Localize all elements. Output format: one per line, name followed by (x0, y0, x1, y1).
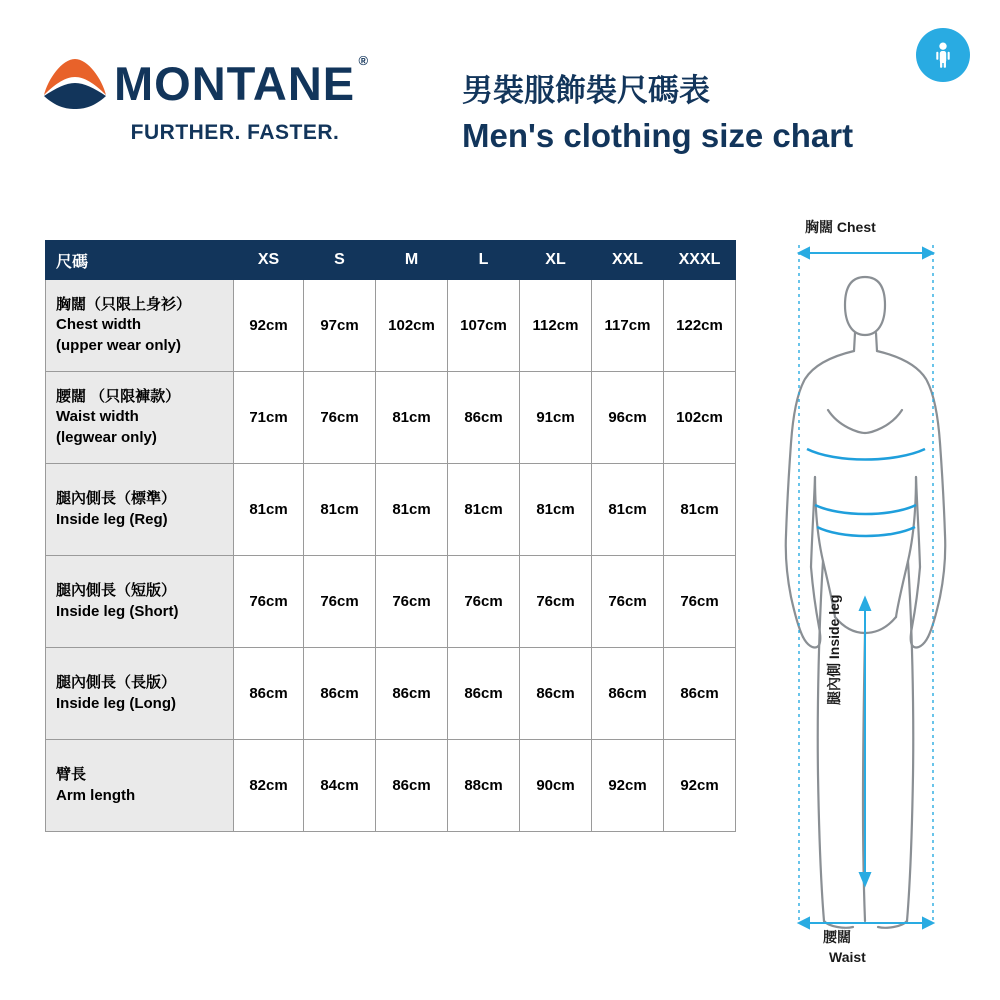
cell-value: 107cm (448, 280, 520, 372)
row-label-en: Inside leg (Reg) (56, 510, 168, 528)
row-label-chest-width (46, 280, 234, 372)
row-label-zh: 胸闊（只限上身衫） (56, 296, 192, 314)
column-header-xs: XS (234, 241, 304, 280)
cell-value: 92cm (592, 740, 664, 832)
figure-label-inside-leg: 腿內側 Inside leg (826, 594, 842, 705)
cell-value: 76cm (592, 556, 664, 648)
row-label-inside-leg-short (46, 556, 234, 648)
figure-label-chest: 胸闊 Chest (805, 219, 876, 235)
cell-value: 86cm (664, 648, 736, 740)
figure-label-waist-zh: 腰闊 (823, 929, 851, 945)
registered-mark: ® (358, 52, 370, 68)
cell-value: 86cm (234, 648, 304, 740)
measurement-figure (745, 205, 995, 985)
table-row (46, 372, 736, 464)
row-label-arm-length (46, 740, 234, 832)
cell-value: 91cm (520, 372, 592, 464)
row-label-en: Arm length (56, 786, 136, 804)
cell-value: 117cm (592, 280, 664, 372)
cell-value: 102cm (376, 280, 448, 372)
row-label-en: Waist width (56, 408, 139, 426)
cell-value: 76cm (664, 556, 736, 648)
page-title-zh: 男裝服飾裝尺碼表 (462, 73, 710, 108)
cell-value: 86cm (592, 648, 664, 740)
row-label-note: (upper wear only) (56, 336, 182, 354)
cell-value: 81cm (664, 464, 736, 556)
cell-value: 81cm (376, 464, 448, 556)
cell-value: 76cm (520, 556, 592, 648)
brand-row (42, 52, 402, 111)
cell-value: 86cm (376, 648, 448, 740)
cell-value: 92cm (234, 280, 304, 372)
cell-value: 122cm (664, 280, 736, 372)
cell-value: 81cm (376, 372, 448, 464)
cell-value: 97cm (304, 280, 376, 372)
cell-value: 81cm (592, 464, 664, 556)
brand-name (114, 52, 370, 110)
row-label-zh: 腿內側長（長版） (56, 674, 177, 692)
cell-value: 81cm (520, 464, 592, 556)
brand-tagline (68, 121, 402, 145)
cell-value: 82cm (234, 740, 304, 832)
cell-value: 76cm (448, 556, 520, 648)
row-label-en: Inside leg (Short) (56, 602, 179, 620)
row-label-en: Chest width (56, 316, 141, 334)
cell-value: 76cm (304, 556, 376, 648)
row-label-en: Inside leg (Long) (56, 694, 176, 712)
row-label-waist-width (46, 372, 234, 464)
table-row (46, 740, 736, 832)
figure-label-waist-en: Waist (829, 949, 866, 965)
cell-value: 71cm (234, 372, 304, 464)
brand-tagline-text: FURTHER. FASTER. (130, 121, 340, 144)
column-header-xxxl: XXXL (664, 241, 736, 280)
cell-value: 90cm (520, 740, 592, 832)
column-header-s: S (304, 241, 376, 280)
cell-value: 86cm (448, 372, 520, 464)
row-label-zh: 臂長 (56, 766, 87, 784)
cell-value: 84cm (304, 740, 376, 832)
cell-value: 96cm (592, 372, 664, 464)
table-header-row (46, 241, 736, 280)
column-header-xxl: XXL (592, 241, 664, 280)
row-label-zh: 腿內側長（短版） (56, 582, 177, 600)
column-header-xl: XL (520, 241, 592, 280)
page-title-en: Men's clothing size chart (462, 116, 854, 154)
page-title (462, 72, 853, 156)
brand-name-text: MONTANE (114, 56, 356, 110)
table-row (46, 648, 736, 740)
cell-value: 92cm (664, 740, 736, 832)
row-label-zh: 腰闊 （只限褲款） (56, 388, 181, 406)
cell-value: 86cm (448, 648, 520, 740)
row-label-note: (legwear only) (56, 428, 157, 446)
cell-value: 102cm (664, 372, 736, 464)
column-header-l: L (448, 241, 520, 280)
person-icon (916, 28, 970, 82)
brand-block (42, 52, 402, 145)
male-body-measurement-diagram-icon (745, 205, 995, 985)
column-header-m: M (376, 241, 448, 280)
row-label-inside-leg-reg (46, 464, 234, 556)
cell-value: 76cm (376, 556, 448, 648)
cell-value: 88cm (448, 740, 520, 832)
row-label-zh: 腿內側長（標準） (56, 490, 177, 508)
column-header-size-label: 尺碼 (46, 241, 234, 280)
size-chart-table (45, 240, 736, 832)
table-row (46, 464, 736, 556)
cell-value: 86cm (520, 648, 592, 740)
row-label-inside-leg-long (46, 648, 234, 740)
cell-value: 76cm (234, 556, 304, 648)
cell-value: 86cm (304, 648, 376, 740)
cell-value: 81cm (234, 464, 304, 556)
table-row (46, 280, 736, 372)
table-row (46, 556, 736, 648)
cell-value: 81cm (304, 464, 376, 556)
cell-value: 86cm (376, 740, 448, 832)
cell-value: 76cm (304, 372, 376, 464)
cell-value: 112cm (520, 280, 592, 372)
cell-value: 81cm (448, 464, 520, 556)
montane-mountain-logo-icon (42, 55, 108, 111)
